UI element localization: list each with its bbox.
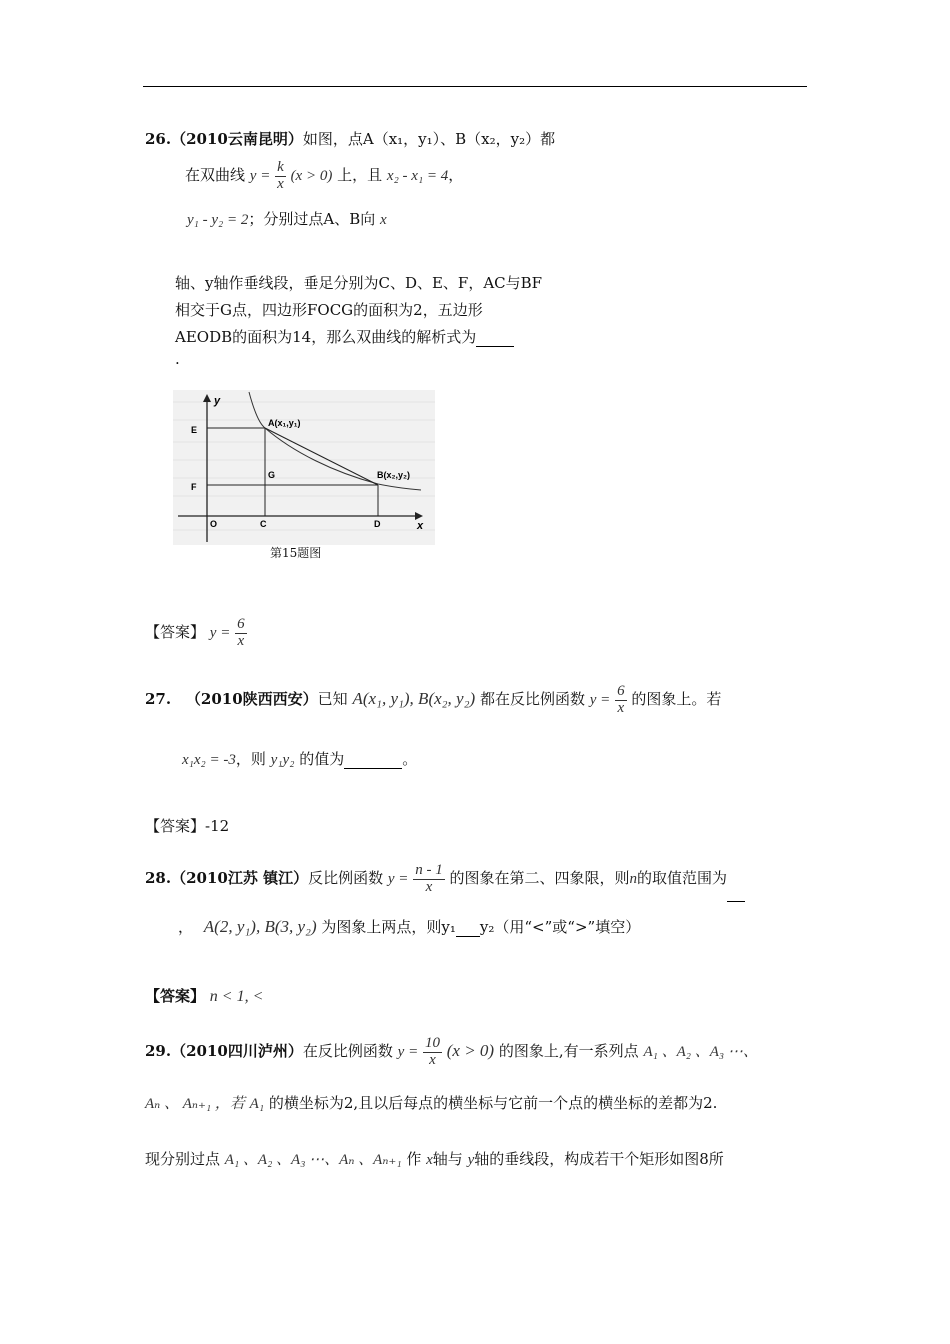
q27-text-mid: 都在反比例函数 (479, 690, 585, 708)
q29-source: （2010四川泸州） (171, 1042, 303, 1060)
header-rule (143, 86, 807, 87)
q29-text-post: 的图象上,有一系列点 (498, 1042, 639, 1060)
q29-text-pre: 在反比例函数 (302, 1042, 393, 1060)
label-G: G (268, 470, 276, 480)
q27-func-fraction (615, 684, 627, 717)
q29-number: 29. (145, 1042, 172, 1060)
q28-func-fraction (413, 863, 445, 896)
q28-answer (145, 985, 263, 1006)
label-D: D (374, 519, 381, 529)
q26-text-6: AEODB的面积为14，那么双曲线的解析式为 (175, 328, 477, 346)
q27-func-denominator: x (615, 700, 627, 717)
q29-text-2a: Aₙ 、 Aₙ₊₁ ，若 (145, 1096, 245, 1112)
q28-comma: ， (178, 918, 194, 936)
q28-blank-1 (727, 855, 745, 902)
q29-text-3a: 现分别过点 (145, 1150, 221, 1168)
q27-condition: x₁x₂ = -3 (182, 752, 236, 768)
q27-line1 (145, 676, 721, 723)
q27-text-pre: 已知 (317, 690, 348, 708)
q26-curve-denominator: x (277, 175, 284, 192)
q29-text-2b: 的横坐标为2,且以后每点的横坐标与它前一个点的横坐标的差都为2. (268, 1094, 718, 1112)
label-F: F (191, 482, 197, 492)
q28-text-post2: 的取值范围为 (637, 869, 728, 887)
q29-line1 (145, 1028, 758, 1075)
q29-func-numerator: 10 (424, 1034, 440, 1051)
q28-text-2a: 为图象上两点，则y₁ (321, 918, 456, 936)
q29-func-fraction (423, 1036, 442, 1069)
q26-line1 (145, 128, 555, 149)
label-O: O (210, 519, 218, 529)
q26-line4: 轴、y轴作垂线段，垂足分别为C、D、E、F，AC与BF (175, 274, 543, 292)
q27-text-end: 。 (402, 750, 418, 768)
q27-answer-blank (344, 750, 402, 769)
q27-func-lhs: y = (589, 692, 611, 708)
q27-number: 27. (145, 690, 172, 708)
q28-blank-2 (456, 918, 480, 937)
label-B: B(x₂,y₂) (377, 470, 411, 480)
q28-text-post: 的图象在第二、四象限，则 (449, 869, 630, 887)
q28-points: A(2, y₁), B(3, y₂) (203, 917, 317, 936)
q26-answer-label: 【答案】 (145, 623, 206, 641)
q26-answer-fraction (235, 617, 247, 650)
q26-text-2: 在双曲线 (185, 166, 246, 184)
q26-number: 26. (145, 130, 172, 148)
q28-number: 28. (145, 869, 172, 887)
q29-func-lhs: y = (397, 1044, 419, 1060)
q26-answer (145, 609, 247, 656)
label-y: y (214, 395, 221, 407)
q26-comma: ， (448, 166, 464, 184)
q28-answer-value: n < 1, < (209, 988, 264, 1005)
q29-func-denominator: x (423, 1052, 442, 1069)
q27-target: y₁y₂ (270, 752, 295, 768)
q26-period: . (175, 350, 180, 368)
q29-series-2: A₁ 、A₂ 、A₃ ⋯、Aₙ 、Aₙ₊₁ (224, 1152, 402, 1168)
label-E: E (191, 425, 198, 435)
q26-figure-caption: 第15题图 (270, 546, 322, 560)
q29-text-3b: 作 (406, 1150, 422, 1168)
q26-line2 (185, 152, 463, 199)
q27-text-then: ，则 (235, 750, 266, 768)
q26-text-1: 如图，点A（x₁，y₁）、B（x₂，y₂）都 (302, 130, 556, 148)
q28-func-lhs: y = (387, 871, 409, 887)
q26-answer-denominator: x (235, 633, 247, 650)
q27-func-numerator: 6 (617, 682, 625, 699)
q27-source: （2010陕西西安） (185, 690, 318, 708)
label-C: C (260, 519, 267, 529)
q26-condition-2: y₁ - y₂ = 2 (187, 212, 249, 228)
q26-line5: 相交于G点，四边形FOCG的面积为2，五边形 (175, 301, 483, 319)
q27-points: A(x₁, y₁), B(x₂, y₂) (352, 689, 476, 708)
q29-line3 (145, 1148, 724, 1169)
q28-text-pre: 反比例函数 (308, 869, 384, 887)
q27-line2 (182, 748, 417, 769)
q26-line6 (175, 326, 514, 347)
q29-var-y: y (467, 1152, 475, 1168)
q26-condition-1: x₂ - x₁ = 4 (386, 168, 449, 184)
q26-var-x: x (380, 212, 387, 228)
q28-var-n: n (629, 871, 637, 887)
q28-source: （2010江苏 镇江） (171, 869, 309, 887)
q29-text-3c: 轴与 (432, 1150, 463, 1168)
q27-answer (145, 815, 229, 836)
q29-text-3d: 轴的垂线段，构成若干个矩形如图8所 (474, 1150, 724, 1168)
q26-curve-domain: (x > 0) (290, 168, 333, 184)
q29-line2 (145, 1092, 717, 1113)
q26-curve-numerator: k (277, 158, 284, 175)
q29-domain: (x > 0) (446, 1041, 495, 1060)
q29-a1: A₁ (249, 1096, 265, 1112)
q27-answer-label: 【答案】 (145, 817, 206, 835)
q26-source: （2010云南昆明） (171, 130, 303, 148)
q26-line3 (187, 208, 387, 229)
q28-func-denominator: x (413, 879, 445, 896)
q27-text-ask: 的值为 (299, 750, 345, 768)
q29-var-x: x (426, 1152, 433, 1168)
q26-curve-lhs: y = (249, 168, 271, 184)
q28-line2 (178, 916, 640, 937)
q27-answer-value: -12 (205, 817, 230, 835)
q27-text-post: 的图象上。若 (631, 690, 722, 708)
q28-line1 (145, 855, 745, 902)
q28-func-numerator: n - 1 (415, 861, 443, 878)
q29-series-1: A₁ 、A₂ 、A₃ ⋯、 (643, 1044, 758, 1060)
q28-answer-label: 【答案】 (145, 987, 206, 1005)
q26-curve-fraction (275, 160, 286, 193)
q26-text-3: ；分别过点A、B向 (248, 210, 376, 228)
q28-text-2b: y₂（用“<”或“>”填空） (479, 918, 641, 936)
q26-answer-blank (476, 328, 514, 347)
q26-answer-lhs: y = (209, 625, 231, 641)
q26-answer-numerator: 6 (237, 615, 245, 632)
q26-text-2b: 上，且 (337, 166, 383, 184)
q26-figure (173, 390, 435, 545)
label-x: x (417, 520, 424, 532)
label-A: A(x₁,y₁) (268, 418, 301, 428)
